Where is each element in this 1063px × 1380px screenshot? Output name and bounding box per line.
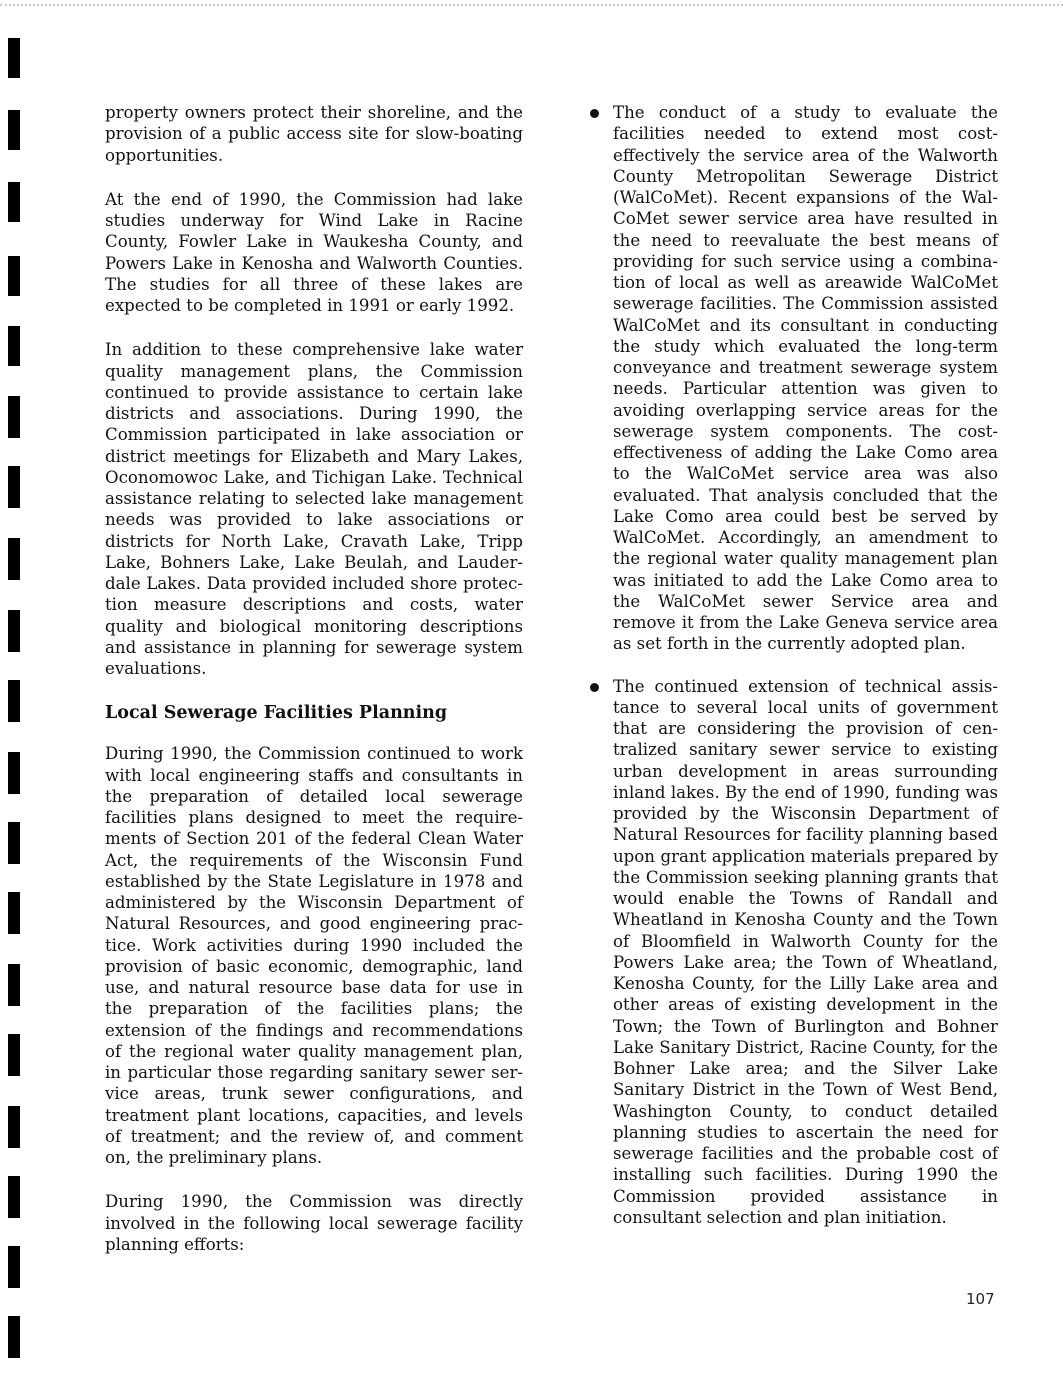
- binding-hole-marks: [0, 0, 30, 1380]
- page-top-edge: [0, 4, 1063, 6]
- binding-mark: [8, 1034, 20, 1076]
- binding-mark: [8, 538, 20, 580]
- binding-mark: [8, 892, 20, 934]
- binding-mark: [8, 964, 20, 1006]
- bullet-item: [590, 102, 998, 655]
- binding-mark: [8, 680, 20, 722]
- binding-mark: [8, 110, 20, 150]
- paragraph: During 1990, the Commission was directly involved in the following local sewerage facility planning efforts:: [105, 1192, 523, 1254]
- binding-mark: [8, 1176, 20, 1218]
- binding-mark: [8, 182, 20, 222]
- binding-mark: [8, 396, 20, 438]
- paragraph: property owners protect their shoreline, and the provision of a public access site for slow-boating opportunities.: [105, 103, 523, 165]
- paragraph: During 1990, the Commission continued to work with local engineering staffs and consultants in the preparation of detailed local sewerage facilities plans designed to meet the requirements of Section 201 of the federal Clean Water Act, the requirements of the Wisconsin Fund established by the State Legislature in 1978 and administered by the Wisconsin Department of Natural Resources, and good engineering practice. Work activities during 1990 included the provision of basic economic, demographic, land use, and natural resource base data for use in the preparation of the facilities plans; the extension of the findings and recommendations of the regional water quality management plan, in particular those regarding sanitary sewer service areas, trunk sewer configurations, and treatment plant locations, capacities, and levels of treatment; and the review of, and comment on, the preliminary plans.: [105, 744, 523, 1167]
- right-column: [590, 102, 998, 1249]
- binding-mark: [8, 1316, 20, 1358]
- paragraph: In addition to these comprehensive lake water quality management plans, the Commission continued to provide assistance to certain lake districts and associations. During 1990, the Commission participated in lake association or district meetings for Elizabeth and Mary Lakes, Oconomowoc Lake, and Tichigan Lake. Technical assistance relating to selected lake management needs was provided to lake associations or districts for North Lake, Cravath Lake, Tripp Lake, Bohners Lake, Lake Beulah, and Lauderdale Lakes. Data provided included shore protection measure descriptions and costs, water quality and biological monitoring descriptions and assistance in planning for sewerage system evaluations.: [105, 340, 523, 678]
- binding-mark: [8, 752, 20, 794]
- left-column: [105, 102, 523, 1278]
- binding-mark: [8, 326, 20, 366]
- bullet-text: The continued extension of technical assistance to several local units of government that are considering the provision of centralized sanitary sewer service to existing urban development in areas surrounding inland lakes. By the end of 1990, funding was provided by the Wisconsin Department of Natural Resources for facility planning based upon grant application materials prepared by the Commission seeking planning grants that would enable the Towns of Randall and Wheatland in Kenosha County and the Town of Bloomfield in Walworth County for the Powers Lake area; the Town of Wheatland, Kenosha County, for the Lilly Lake area and other areas of existing development in the Town; the Town of Burlington and Bohner Lake Sanitary District, Racine County, for the Bohner Lake area; and the Silver Lake Sanitary District in the Town of West Bend, Washington County, to conduct detailed planning studies to ascertain the need for sewerage facilities and the probable cost of installing such facilities. During 1990 the Commission provided assistance in consultant selection and plan initiation.: [613, 676, 998, 1227]
- binding-mark: [8, 38, 20, 78]
- binding-mark: [8, 610, 20, 652]
- binding-mark: [8, 466, 20, 508]
- bullet-icon: [590, 683, 599, 692]
- binding-mark: [8, 822, 20, 864]
- binding-mark: [8, 256, 20, 296]
- page-number: 107: [966, 1290, 995, 1308]
- paragraph: At the end of 1990, the Commission had lake studies underway for Wind Lake in Racine County, Fowler Lake in Waukesha County, and Powers Lake in Kenosha and Walworth Counties. The studies for all three of these lakes are expected to be completed in 1991 or early 1992.: [105, 189, 523, 315]
- binding-mark: [8, 1246, 20, 1288]
- bullet-item: [590, 676, 998, 1229]
- bullet-text: The conduct of a study to evaluate the facilities needed to extend most cost-effectively the service area of the Walworth County Metropolitan Sewerage District (WalCoMet). Recent expansions of the WalCoMet sewer service area have resulted in the need to reevaluate the best means of providing for such service using a combination of local as well as areawide WalCoMet sewerage facilities. The Commission assisted WalCoMet and its consultant in conducting the study which evaluated the long-term conveyance and treatment sewerage system needs. Particular attention was given to avoiding overlapping service areas for the sewerage system components. The cost-effectiveness of adding the Lake Como area to the WalCoMet service area was also evaluated. That analysis concluded that the Lake Como area could best be served by WalCoMet. Accordingly, an amendment to the regional water quality management plan was initiated to add the Lake Como area to the WalCoMet sewer Service area and remove it from the Lake Geneva service area as set forth in the currently adopted plan.: [613, 103, 998, 654]
- bullet-icon: [590, 109, 599, 118]
- binding-mark: [8, 1106, 20, 1148]
- section-heading: Local Sewerage Facilities Planning: [105, 703, 448, 724]
